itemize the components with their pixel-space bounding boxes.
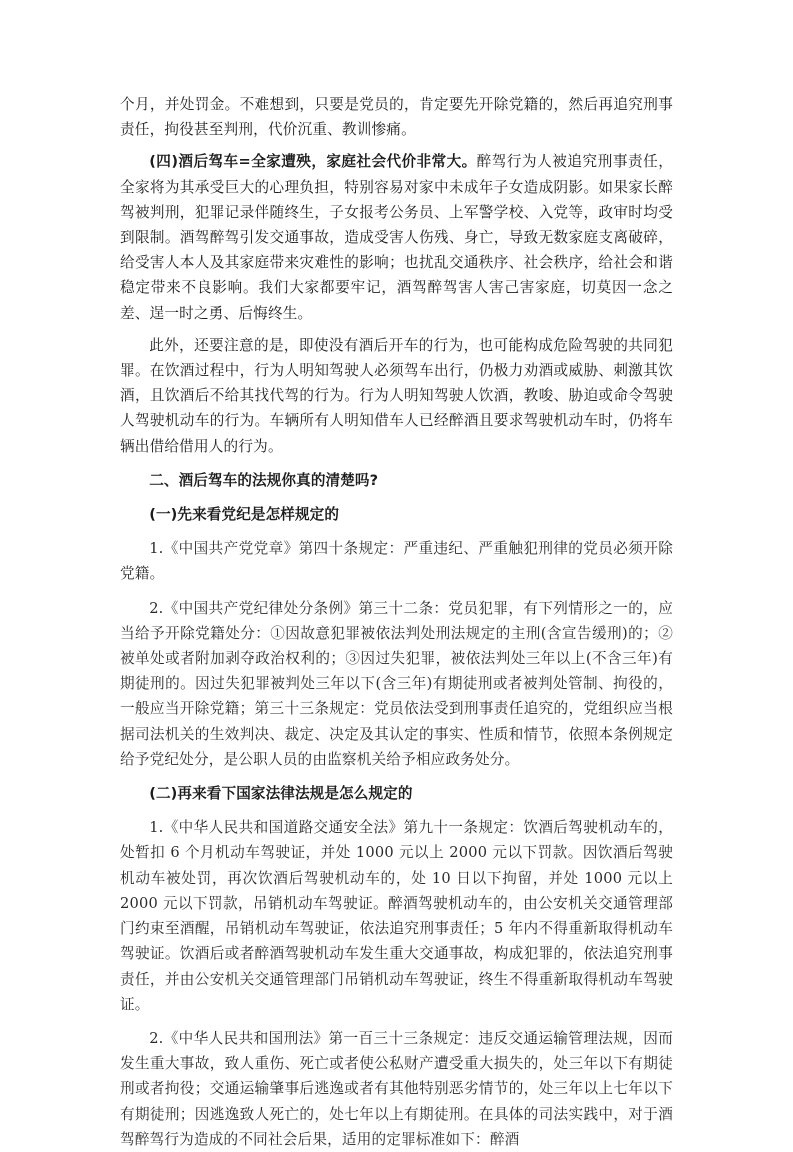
paragraph-discipline-regulation: 2.《中国共产党纪律处分条例》第三十二条：党员犯罪，有下列情形之一的，应当给予开除党籍处分：①因故意犯罪被依法判处刑法规定的主刑(含宣告缓刑)的；②被单处或者附加剥夺政治权利的；③因过失犯罪，被依法判处三年以上(不含三年)有期徒刑的。因过失犯罪被判处三年以下(含三年)有期徒刑或者被判处管制、拘役的，一般应当开除党籍；第三十三条规定：党员依法受到刑事责任追究的，党组织应当根据司法机关的生效判决、裁定、决定及其认定的事实、性质和情节，依照本条例规定给予党纪处分，是公职人员的由监察机关给予相应政务处分。 <box>120 599 673 768</box>
heading-party-discipline: (一)先来看党纪是怎样规定的 <box>149 506 340 524</box>
paragraph-section-4 <box>120 149 673 325</box>
section-4-lead: (四)酒后驾车=全家遭殃，家庭社会代价非常大。 <box>149 153 477 171</box>
heading-section-2: 二、酒后驾车的法规你真的清楚吗? <box>149 471 379 489</box>
paragraph-road-traffic-law: 1.《中华人民共和国道路交通安全法》第九十一条规定：饮酒后驾驶机动车的，处暂扣 6 个月机动车驾驶证，并处 1000 元以上 2000 元以下罚款。因饮酒后驾驶机动车被处罚，再次饮酒后驾驶机动车的，处 10 日以下拘留，并处 1000 元以上 2000 元以下罚款，吊销机动车驾驶证。醉酒驾驶机动车的，由公安机关交通管理部门约束至酒醒，吊销机动车驾驶证，依法追究刑事责任；5 年内不得重新取得机动车驾驶证。饮酒后或者醉酒驾驶机动车发生重大交通事故，构成犯罪的，依法追究刑事责任，并由公安机关交通管理部门吊销机动车驾驶证，终生不得重新取得机动车驾驶证。 <box>120 819 673 1013</box>
document-body <box>120 92 673 1152</box>
heading-national-law: (二)再来看下国家法律法规是怎么规定的 <box>149 785 413 803</box>
paragraph-criminal-law: 2.《中华人民共和国刑法》第一百三十三条规定：违反交通运输管理法规，因而发生重大事故，致人重伤、死亡或者使公私财产遭受重大损失的，处三年以下有期徒刑或者拘役；交通运输肇事后逃逸或者有其他特别恶劣情节的，处三年以上七年以下有期徒刑；因逃逸致人死亡的，处七年以上有期徒刑。在具体的司法实践中，对于酒驾醉驾行为造成的不同社会后果，适用的定罪标准如下：醉酒 <box>120 1029 673 1148</box>
section-4-body: 醉驾行为人被追究刑事责任，全家将为其承受巨大的心理负担，特别容易对家中未成年子女造成阴影。如果家长醉驾被判刑，犯罪记录伴随终生，子女报考公务员、上军警学校、入党等，政审时均受到限制。酒驾醉驾引发交通事故，造成受害人伤残、身亡，导致无数家庭支离破碎，给受害人本人及其家庭带来灾难性的影响；也扰乱交通秩序、社会秩序，给社会和谐稳定带来不良影响。我们大家都要牢记，酒驾醉驾害人害己害家庭，切莫因一念之差、逞一时之勇、后悔终生。 <box>120 153 673 322</box>
paragraph-joint-crime: 此外，还要注意的是，即使没有酒后开车的行为，也可能构成危险驾驶的共同犯罪。在饮酒过程中，行为人明知驾驶人必须驾车出行，仍极力劝酒或威胁、刺激其饮酒，且饮酒后不给其找代驾的行为。行为人明知驾驶人饮酒，教唆、胁迫或命令驾驶人驾驶机动车的行为。车辆所有人明知借车人已经醉酒且要求驾驶机动车时，仍将车辆出借给借用人的行为。 <box>120 336 673 455</box>
paragraph-continuation: 个月，并处罚金。不难想到，只要是党员的，肯定要先开除党籍的，然后再追究刑事责任，拘役甚至判刑，代价沉重、教训惨痛。 <box>120 96 673 139</box>
paragraph-party-constitution: 1.《中国共产党党章》第四十条规定：严重违纪、严重触犯刑律的党员必须开除党籍。 <box>120 540 673 583</box>
